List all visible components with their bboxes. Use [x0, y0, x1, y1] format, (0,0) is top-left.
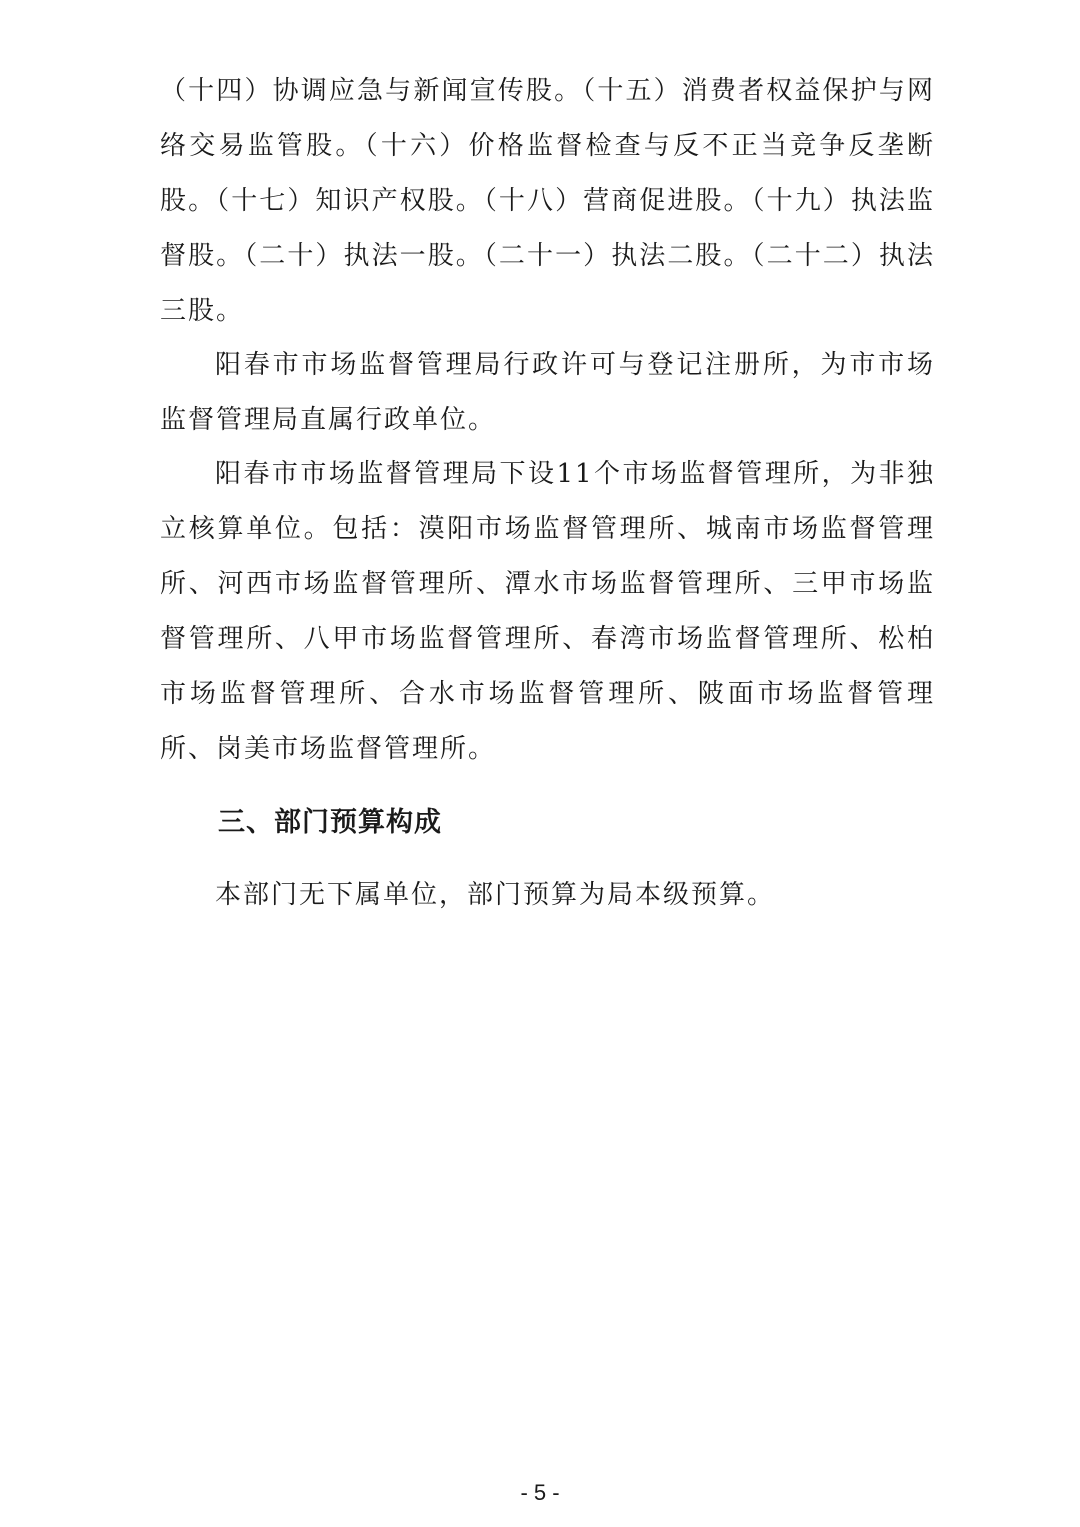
paragraph-sections-list: （十四）协调应急与新闻宣传股。（十五）消费者权益保护与网络交易监管股。（十六）价格监督检查与反不正当竞争反垄断股。（十七）知识产权股。（十八）营商促进股。（十九）执法监督股。（二十）执法一股。（二十一）执法二股。（二十二）执法三股。 — [160, 76, 935, 326]
paragraph-supervision-offices: 阳春市市场监督管理局下设11个市场监督管理所，为非独立核算单位。包括：漠阳市场监督管理所、城南市场监督管理所、河西市场监督管理所、潭水市场监督管理所、三甲市场监督管理所、八甲市场监督管理所、春湾市场监督管理所、松柏市场监督管理所、合水市场监督管理所、陂面市场监督管理所、岗美市场监督管理所。 — [160, 459, 935, 764]
section-heading: 三、部门预算构成 — [218, 807, 442, 838]
page-number: - 5 - — [520, 1480, 560, 1505]
paragraph-licensing-office: 阳春市市场监督管理局行政许可与登记注册所，为市市场监督管理局直属行政单位。 — [160, 350, 935, 435]
paragraph-budget-composition: 本部门无下属单位，部门预算为局本级预算。 — [215, 880, 776, 910]
